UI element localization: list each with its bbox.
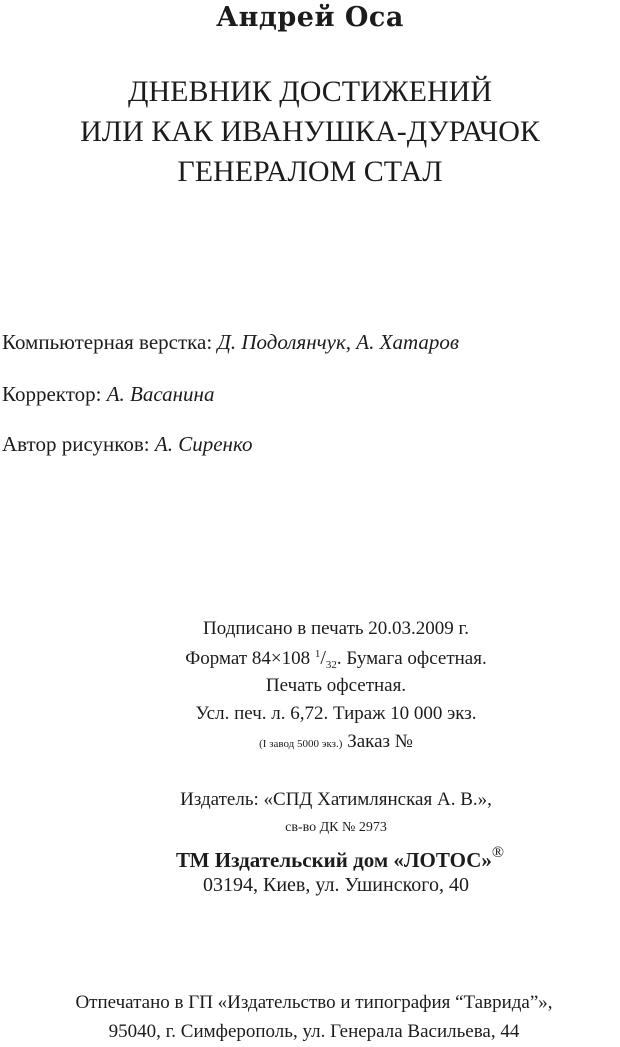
credit-role: Компьютерная верстка:: [2, 330, 213, 354]
imprint-signed: Подписано в печать 20.03.2009 г.: [203, 618, 469, 639]
credit-role: Корректор:: [2, 382, 102, 406]
credit-names: Д. Подолянчук, А. Хатаров: [217, 330, 459, 354]
format-prefix: Формат 84×108: [185, 648, 315, 669]
credit-role: Автор рисунков:: [2, 432, 150, 456]
book-title-line-3: ГЕНЕРАЛОМ СТАЛ: [177, 155, 443, 188]
format-numerator: 1: [314, 648, 321, 660]
imprint-order-number: Заказ №: [342, 731, 413, 752]
book-author: Андрей Оса: [216, 2, 404, 33]
book-title-line-2: ИЛИ КАК ИВАНУШКА-ДУРАЧОК: [80, 115, 540, 148]
credit-illustrator: [2, 432, 252, 457]
imprint-print-type: Печать офсетная.: [265, 675, 407, 696]
publisher-house: [30, 844, 620, 873]
credit-names: А. Сиренко: [154, 432, 253, 456]
imprint-sheets: Усл. печ. л. 6,72. Тираж 10 000 экз.: [195, 703, 477, 724]
publisher-certificate: св-во ДК № 2973: [285, 820, 387, 835]
book-title-line-1: ДНЕВНИК ДОСТИЖЕНИЙ: [128, 75, 492, 108]
credit-names: А. Васанина: [106, 382, 215, 406]
imprint-format: [26, 647, 620, 671]
credit-layout: [2, 330, 459, 355]
registered-mark: ®: [491, 844, 505, 861]
format-denominator: 32: [325, 659, 337, 671]
format-suffix: . Бумага офсетная.: [336, 648, 487, 669]
publisher-address: 03194, Киев, ул. Ушинского, 40: [203, 874, 469, 896]
imprint-order: [26, 731, 620, 753]
publisher-house-name: ТМ Издательский дом «ЛОТОС»: [175, 848, 492, 872]
publisher-label: Издатель: «СПД Хатимлянская А. В.»,: [180, 789, 492, 810]
imprint-batch: (I завод 5000 экз.): [259, 738, 343, 750]
credit-proofreader: [2, 382, 214, 407]
printer-line-2: 95040, г. Симферополь, ул. Генерала Васильева, 44: [108, 1021, 520, 1042]
fraction-slash: /: [320, 647, 326, 669]
printer-line-1: Отпечатано в ГП «Издательство и типография “Таврида”»,: [75, 992, 553, 1013]
